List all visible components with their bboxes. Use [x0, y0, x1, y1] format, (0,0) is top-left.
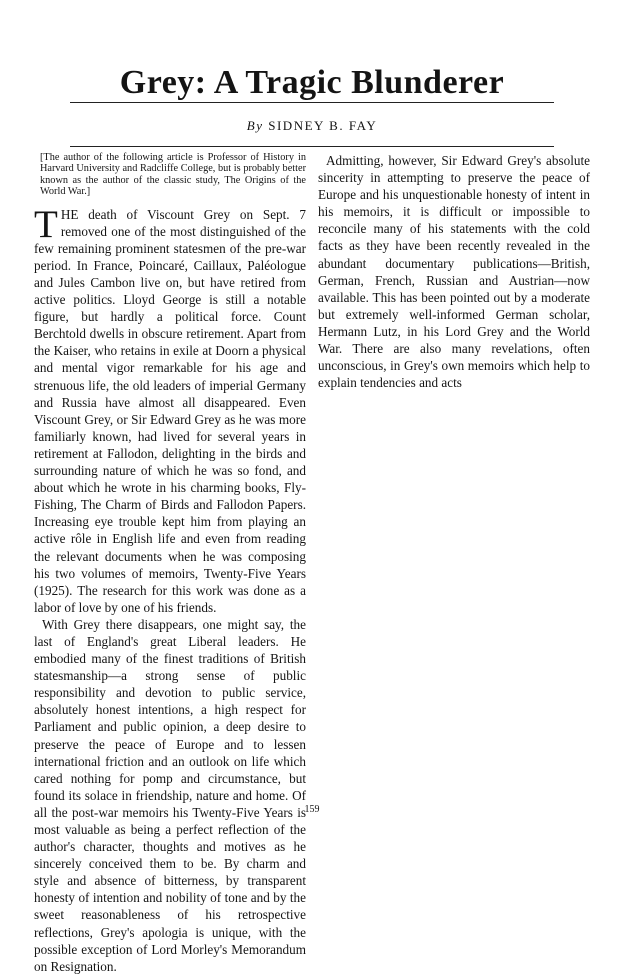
- page-number: 159: [304, 804, 320, 815]
- paragraph-1: [34, 202, 306, 616]
- paragraph-1-text: HE death of Viscount Grey on Sept. 7 removed one of the most distinguished of the few remaining prominent statesmen of the pre-war period. In France, Poincaré, Caillaux, Paléologue and Jules Cambon live on, but have retired from active politics. Lloyd George is still a notable figure, but hardly a political force. Count Berchtold dwells in obscure retirement. Apart from the Kaiser, who retains in exile at Doorn a physical and mental vigor remarkable for his age and strenuous life, the old leaders of imperial Germany and Russia have almost all disappeared. Even Viscount Grey, or Sir Edward Grey as he was more familiarly known, had lived for several years in retirement at Fallodon, delighting in the birds and surrounding nature of which he was so fond, and about which he wrote in his charming books, Fly-Fishing, The Charm of Birds and Fallodon Papers. Increasing eye trouble kept him from playing an active rôle in English life and even from reading the relevant documents when he was composing his two volumes of memoirs, Twenty-Five Years (1925). The research for this work was done as a labor of love by one of his friends.: [34, 206, 306, 615]
- left-column: [34, 152, 306, 975]
- drop-cap: T: [34, 202, 58, 246]
- title-rule: [70, 102, 554, 103]
- byline-prefix: By: [246, 118, 264, 133]
- article-title: Grey: A Tragic Blunderer: [119, 64, 505, 101]
- paragraph-3: Admitting, however, Sir Edward Grey's absolute sincerity in attempting to preserve the peace of Europe and his unquestionable honesty of intent in his memoirs, it is difficult or impossible to reconcile many of his statements with the cold facts as they have been recently revealed in the abundant documentary publications—British, German, French, Russian and Austrian—now available. This has been pointed out by a moderate but extremely well-informed German scholar, Hermann Lutz, in his Lord Grey and the World War. There are also many revelations, often unconscious, in Grey's own memoirs which help to explain tendencies and acts: [318, 153, 590, 391]
- byline: [0, 118, 624, 134]
- editor-note: [The author of the following article is Professor of History in Harvard University and Radcliffe College, but is probably better known as the author of the classic study, The Origins of the World War.]: [40, 152, 306, 198]
- byline-rule: [70, 146, 554, 147]
- paragraph-2: With Grey there disappears, one might say, the last of England's great Liberal leaders. He embodied many of the finest traditions of British statesmanship—a strong sense of public responsibility and devotion to public service, absolutely honest intentions, a high respect for Parliament and public opinion, a deep desire to preserve the peace of Europe and to lessen international friction and an outlook on life which cared nothing for pomp and circumstance, but found its solace in friendship, nature and home. Of all the post-war memoirs his Twenty-Five Years is most valuable as being a perfect reflection of the author's character, thoughts and motives as he sincerely conceived them to be. By charm and style and absence of bitterness, by transparent honesty of intention and nobility of tone and by the sweet reasonableness of his retrospective reflections, Grey's apologia is unique, with the possible exception of Lord Morley's Memorandum on Resignation.: [34, 616, 306, 974]
- right-column: [318, 152, 590, 391]
- author-name: SIDNEY B. FAY: [268, 118, 378, 133]
